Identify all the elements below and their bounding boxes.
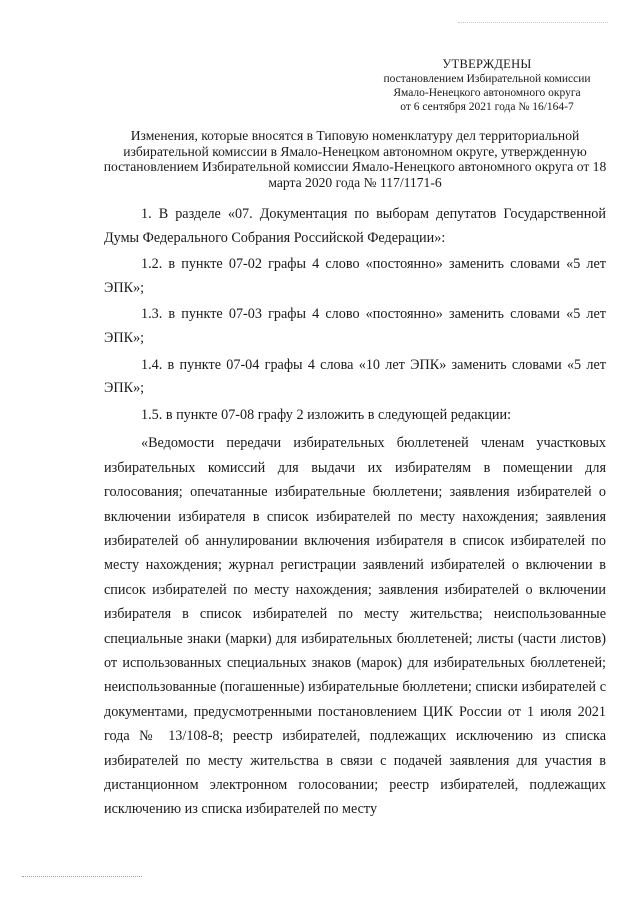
list-item	[104, 253, 606, 300]
document-body	[104, 203, 606, 825]
approval-stamp	[362, 57, 612, 114]
scan-artifact	[458, 22, 608, 25]
approval-line: постановлением Избирательной комиссии	[383, 73, 591, 85]
approval-title: УТВЕРЖДЕНЫ	[442, 57, 532, 71]
item-number: 1.5.	[141, 406, 163, 423]
item-text: в пункте 07-08 графу 2 изложить в следующей редакции:	[165, 406, 512, 423]
list-item	[104, 354, 606, 401]
item-text: в пункте 07-04 графы 4 слова «10 лет ЭПК» заменить словами «5 лет ЭПК»;	[104, 356, 606, 397]
item-text: В разделе «07. Документация по выборам депутатов Государственной Думы Федерального Собрания Российской Федерации»:	[104, 206, 606, 246]
list-item	[104, 203, 606, 250]
item-text: в пункте 07-02 графы 4 слово «постоянно» заменить словами «5 лет ЭПК»;	[104, 256, 607, 296]
quoted-text: «Ведомости передачи избирательных бюллетеней членам участковых избирательных комиссий для выдачи их избирателям в помещении для голосования; опечатанные избирательные бюллетени; заявления избирателей о включении избирателя в список избирателей по месту нахождения; заявления избирателей об аннулировании включения избирателя в список избирателей по месту нахождения; журнал регистрации заявлений избирателей о включении в список избирателей по месту нахождения; заявления избирателей о включении избирателя в список избирателей по месту жительства; неиспользованные специальные знаки (марки) для избирательных бюллетеней; листы (части листов) от использованных специальных знаков (марок) для избирательных бюллетеней; неиспользованные (погашенные) избирательные бюллетени; списки избирателей с документами, предусмотренными постановлением ЦИК России от 1 июля 2021 года № 13/108-8; реестр избирателей, подлежащих исключению из списка избирателей по месту жительства в связи с подачей заявления для участия в дистанционном электронном голосовании; реестр избирателей, подлежащих исключению из списка избирателей по месту	[104, 435, 606, 818]
footer-divider	[22, 876, 142, 877]
list-item	[104, 404, 606, 428]
item-number: 1.4.	[141, 356, 163, 373]
list-item	[104, 303, 606, 350]
item-text: в пункте 07-03 графы 4 слово «постоянно» заменить словами «5 лет ЭПК»;	[104, 306, 607, 346]
item-number: 1.3.	[141, 306, 163, 323]
approval-line: Ямало-Ненецкого автономного округа	[393, 87, 581, 99]
item-number: 1.2.	[141, 256, 163, 273]
document-heading: Изменения, которые вносятся в Типовую номенклатуру дел территориальной избирательной комиссии в Ямало-Ненецком автономном округе, утвержденную постановлением Избирательной комиссии Ямало-Ненецкого автономного округа от 18 марта 2020 года № 117/1171-6	[103, 128, 607, 190]
approval-line: от 6 сентября 2021 года № 16/164-7	[400, 101, 574, 113]
item-number: 1.	[141, 206, 152, 222]
